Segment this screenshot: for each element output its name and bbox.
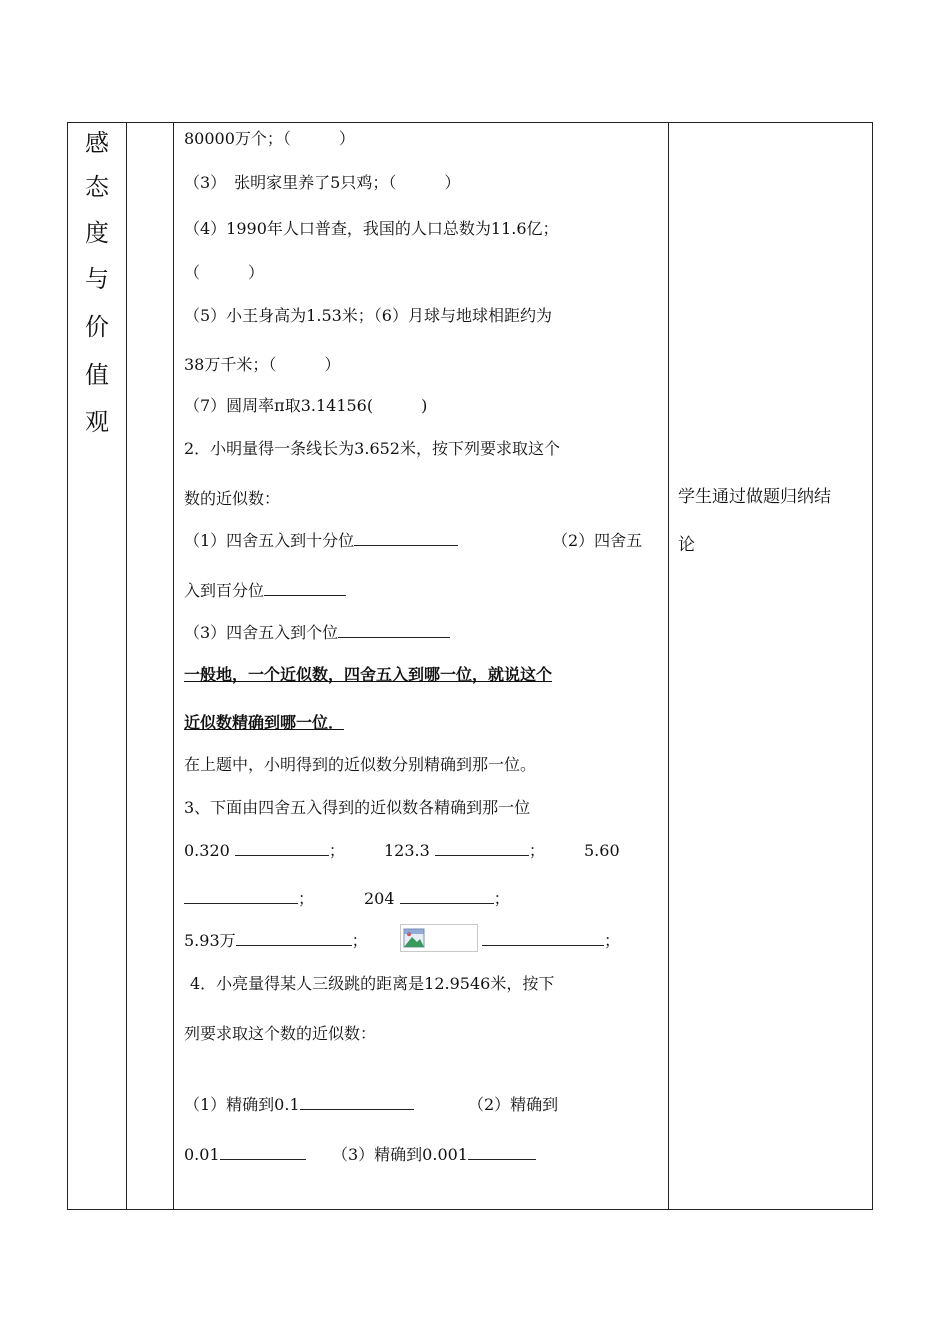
column-char: 与 xyxy=(85,265,109,293)
text-line xyxy=(364,889,510,909)
value: 123.3 xyxy=(384,841,430,860)
text-line xyxy=(482,931,620,951)
separator: ； xyxy=(493,889,510,908)
separator: ； xyxy=(528,841,545,860)
column-char: 度 xyxy=(85,219,109,247)
lesson-table xyxy=(67,122,873,1210)
text-line xyxy=(332,1145,536,1165)
text-line xyxy=(184,889,314,909)
value: 204 xyxy=(364,889,395,908)
text-line xyxy=(184,841,345,861)
text-line xyxy=(184,931,368,951)
text-line: （7）圆周率π取3.14156( ) xyxy=(184,396,428,415)
broken-image-placeholder xyxy=(400,924,478,952)
question-text: （3）四舍五入到个位 xyxy=(184,623,339,642)
answer-blank xyxy=(220,1145,306,1160)
question-text: （1）精确到0.1 xyxy=(184,1095,300,1114)
separator: ； xyxy=(298,889,315,908)
answer-blank xyxy=(482,931,604,946)
answer-blank xyxy=(300,1095,414,1110)
teacher-note: 学生通过做题归纳结 xyxy=(678,487,831,507)
text-line: 4．小亮量得某人三级跳的距离是12.9546米，按下 xyxy=(190,974,555,993)
value: 0.01 xyxy=(184,1145,220,1164)
value: 5.93万 xyxy=(184,931,236,950)
text-line xyxy=(184,1095,414,1115)
question-text: 入到百分位 xyxy=(184,581,265,600)
question-text: （3）精确到0.001 xyxy=(332,1145,468,1164)
text-line: （2）精确到 xyxy=(468,1095,559,1114)
answer-blank xyxy=(338,623,450,638)
text-line: （3） 张明家里养了5只鸡；（ ） xyxy=(184,173,461,192)
teacher-note: 论 xyxy=(678,535,695,555)
answer-blank xyxy=(236,931,352,946)
column-divider xyxy=(173,123,174,1209)
text-line: 38万千米；（ ） xyxy=(184,355,341,374)
answer-blank xyxy=(468,1145,536,1160)
answer-blank xyxy=(400,889,494,904)
text-line: 2．小明量得一条线长为3.652米，按下列要求取这个 xyxy=(184,439,560,458)
column-char: 感 xyxy=(85,129,109,157)
answer-blank xyxy=(235,841,329,856)
text-line xyxy=(184,581,346,601)
bold-definition: 一般地，一个近似数，四舍五入到哪一位，就说这个 xyxy=(184,665,553,684)
answer-blank xyxy=(184,889,298,904)
text-line xyxy=(184,531,458,551)
column-char: 价 xyxy=(85,313,109,341)
text-line: 数的近似数： xyxy=(184,489,281,508)
text-line: （2）四舍五 xyxy=(552,531,643,550)
text-line: （ ） xyxy=(184,263,265,282)
answer-blank xyxy=(354,531,458,546)
broken-image-icon xyxy=(403,928,425,948)
text-line: 3、下面由四舍五入得到的近似数各精确到那一位 xyxy=(184,798,531,817)
column-char: 观 xyxy=(85,408,109,436)
separator: ； xyxy=(328,841,345,860)
text-line: （4）1990年人口普查，我国的人口总数为11.6亿； xyxy=(184,219,559,238)
column-char: 值 xyxy=(85,361,109,389)
text-line xyxy=(184,1145,306,1165)
column-divider xyxy=(668,123,669,1209)
text-line xyxy=(184,623,450,643)
answer-blank xyxy=(435,841,529,856)
column-divider xyxy=(126,123,127,1209)
text-line: 列要求取这个数的近似数： xyxy=(184,1024,377,1043)
text-line xyxy=(384,841,545,861)
text-line: 在上题中，小明得到的近似数分别精确到那一位。 xyxy=(184,755,537,774)
question-text: （1）四舍五入到十分位 xyxy=(184,531,355,550)
text-line: 5.60 xyxy=(584,841,620,860)
separator: ； xyxy=(604,931,621,950)
column-char: 态 xyxy=(85,173,109,201)
text-line: （5）小王身高为1.53米；（6）月球与地球相距约为 xyxy=(184,306,552,325)
separator: ； xyxy=(351,931,368,950)
bold-definition: 近似数精确到哪一位． xyxy=(184,713,345,732)
text-line: 80000万个；（ ） xyxy=(184,129,355,148)
answer-blank xyxy=(264,581,346,596)
value: 0.320 xyxy=(184,841,230,860)
